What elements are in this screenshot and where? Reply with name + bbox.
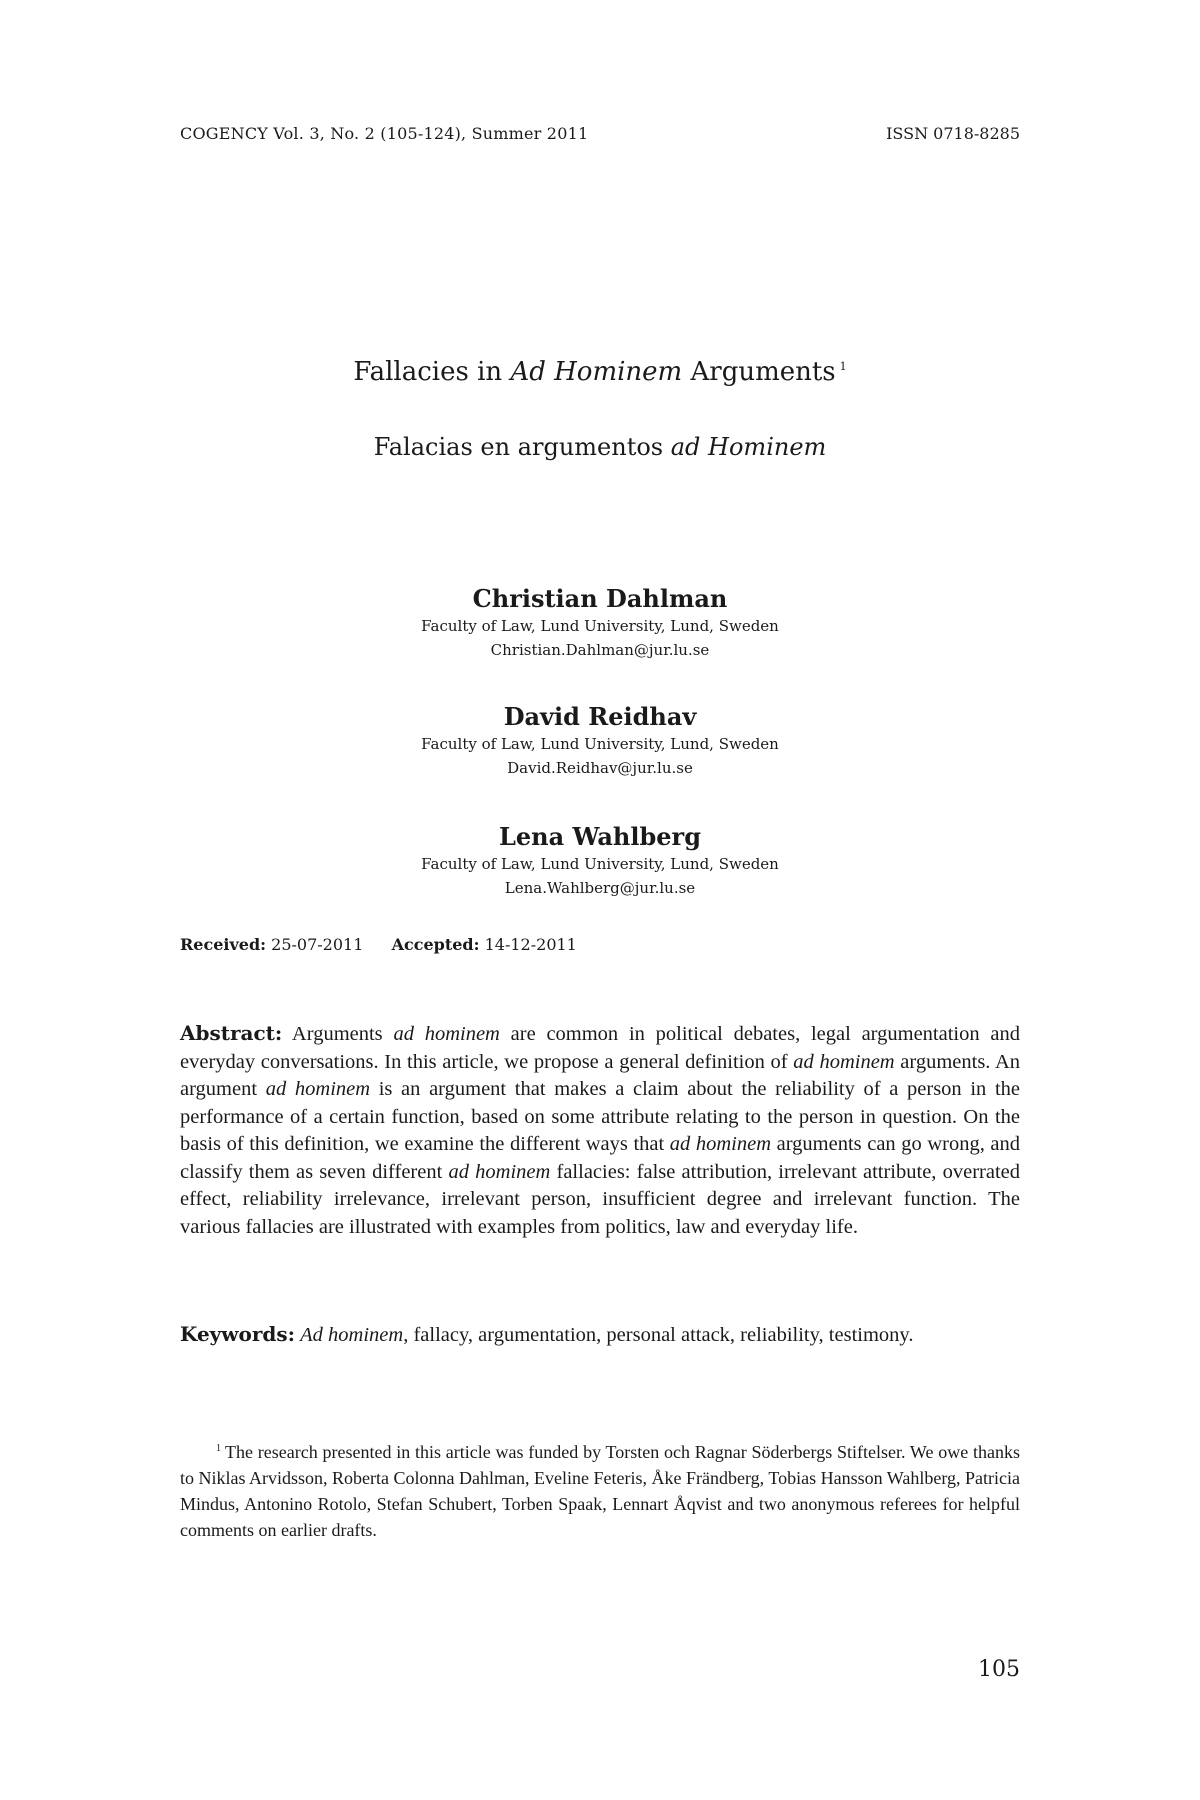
subtitle-text-pre: Falacias en argumentos: [373, 433, 671, 461]
received-label: Received:: [180, 935, 267, 954]
article-title: [0, 357, 1200, 387]
journal-citation: COGENCY Vol. 3, No. 2 (105-124), Summer 2011: [180, 124, 589, 143]
footnote-text: The research presented in this article was funded by Torsten och Ragnar Söderbergs Stiftelser. We owe thanks to Niklas Arvidsson, Roberta Colonna Dahlman, Eveline Feteris, Åke Frändberg, Tobias Hansson Wahlberg, Patricia Mindus, Antonino Rotolo, Stefan Schubert, Torben Spaak, Lennart Åqvist and two anonymous referees for helpful comments on earlier drafts.: [180, 1442, 1020, 1540]
author-email[interactable]: David.Reidhav@jur.lu.se: [507, 759, 693, 777]
keywords-italic: Ad hominem: [300, 1324, 404, 1346]
abstract-italic: ad hominem: [448, 1160, 551, 1183]
article-subtitle: [0, 433, 1200, 461]
submission-dates: [180, 935, 577, 954]
footnote: [180, 1436, 1020, 1543]
footnote-mark: 1: [216, 1443, 221, 1454]
abstract-text: arguments. An argument: [180, 1050, 1021, 1100]
abstract: [180, 1020, 1020, 1241]
accepted-date: 14-12-2011: [484, 935, 577, 954]
abstract-italic: ad hominem: [393, 1023, 500, 1045]
author-email[interactable]: Christian.Dahlman@jur.lu.se: [490, 641, 710, 659]
author-name: Lena Wahlberg: [499, 822, 701, 851]
abstract-text: Arguments: [282, 1023, 394, 1045]
title-text-italic: Ad Hominem: [510, 357, 683, 387]
author-name: Christian Dahlman: [472, 584, 728, 613]
abstract-italic: ad hominem: [265, 1078, 371, 1100]
author-affiliation: Faculty of Law, Lund University, Lund, Sweden: [421, 855, 779, 873]
subtitle-text-italic: ad Hominem: [670, 433, 827, 461]
author-email[interactable]: Lena.Wahlberg@jur.lu.se: [504, 879, 696, 897]
author-name: David Reidhav: [503, 702, 697, 731]
author-affiliation: Faculty of Law, Lund University, Lund, Sweden: [421, 617, 779, 635]
accepted-label: Accepted:: [391, 935, 480, 954]
author-affiliation: Faculty of Law, Lund University, Lund, Sweden: [421, 735, 779, 753]
abstract-text: arguments can go wrong, and classify them as seven different: [180, 1133, 1021, 1183]
page-number: 105: [978, 1657, 1020, 1682]
received-date: 25-07-2011: [271, 935, 364, 954]
abstract-italic: ad hominem: [669, 1133, 772, 1155]
abstract-text: fallacies: false attribution, irrelevant attribute, overrated effect, reliability irrelevance, irrelevant person, insufficient degree and irrelevant function. The various fallacies are illustrated with examples from politics, law and everyday life.: [180, 1160, 1021, 1238]
author-block: [0, 584, 1200, 662]
title-text-post: Arguments: [682, 357, 836, 387]
abstract-text: are common in political debates, legal argumentation and everyday conversations. In this article, we propose a general definition of: [180, 1023, 1020, 1073]
abstract-label: Abstract:: [180, 1021, 283, 1045]
title-text-pre: Fallacies in: [353, 357, 511, 387]
abstract-italic: ad hominem: [793, 1050, 895, 1073]
author-block: [0, 702, 1200, 780]
author-block: [0, 822, 1200, 900]
keywords-text: , fallacy, argumentation, personal attack, reliability, testimony.: [403, 1324, 914, 1346]
running-header: [180, 124, 1020, 144]
keywords-label: Keywords:: [180, 1322, 296, 1346]
title-footnote-mark: 1: [839, 360, 847, 374]
keywords: [180, 1320, 1020, 1349]
issn: ISSN 0718-8285: [886, 124, 1020, 143]
abstract-text: is an argument that makes a claim about the reliability of a person in the performance of a certain function, based on some attribute relating to the person in question. On the basis of this definition, we examine the different ways that: [180, 1078, 1021, 1155]
